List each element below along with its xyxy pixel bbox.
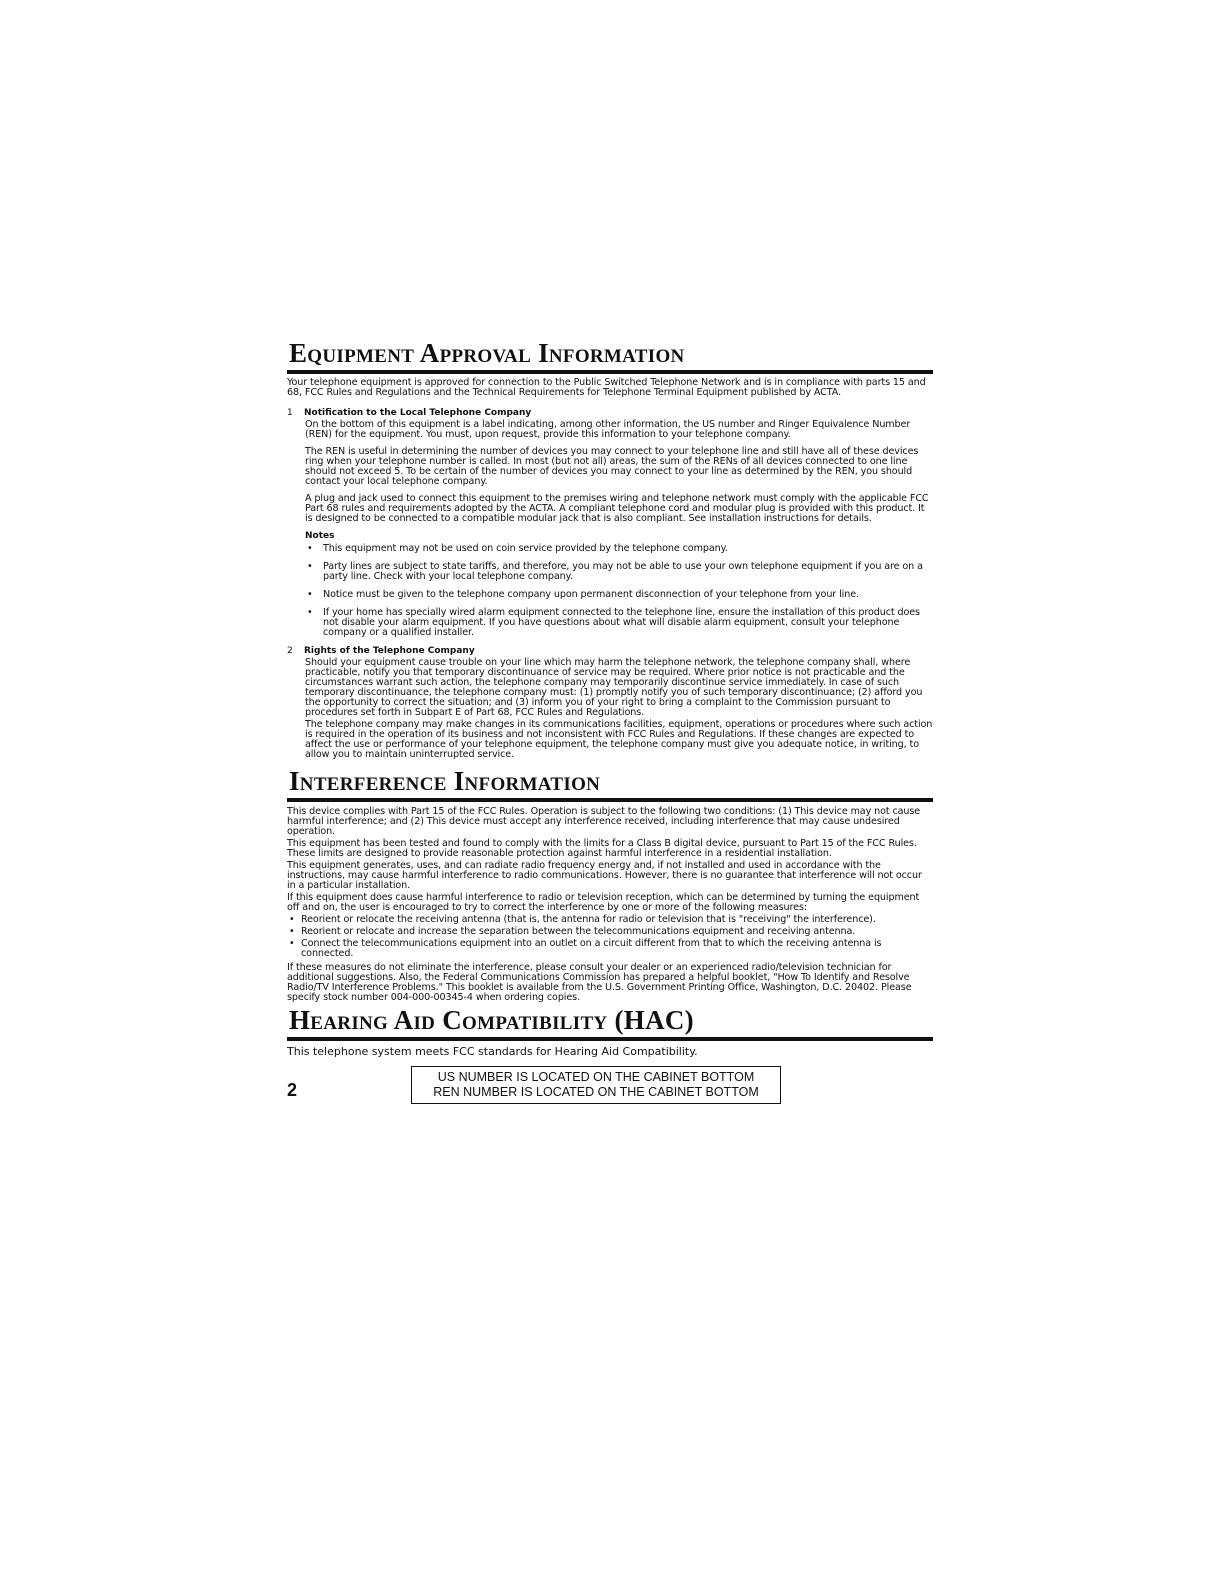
paragraph: If this equipment does cause harmful interference to radio or television reception, which can be determined by turning the equipment off and on, the user is encouraged to try to correct the interference by one or more of the following measures: bbox=[287, 892, 920, 913]
section-number: 2 bbox=[287, 646, 293, 656]
hac-heading: Hearing Aid Compatibility (HAC) bbox=[287, 1005, 933, 1041]
measure-text: Reorient or relocate the receiving antenna (that is, the antenna for radio or television that is "receiving" the interference). bbox=[301, 914, 876, 925]
measure-item bbox=[287, 939, 933, 959]
note-item bbox=[287, 544, 933, 554]
section-body bbox=[287, 658, 933, 760]
us-number-notice: US NUMBER IS LOCATED ON THE CABINET BOTTOM bbox=[437, 1070, 755, 1084]
paragraph: If these measures do not eliminate the interference, please consult your dealer or an experienced radio/television technician for additional suggestions. Also, the Federal Communications Commission has prepared a helpful booklet, "How To Identify and Resolve Radio/TV Interference Problems." This booklet is available from the U.S. Government Printing Office, Washington, D.C. 20402. Please specify stock number 004-000-00345-4 when ordering copies. bbox=[287, 962, 912, 1003]
bullet-icon: • bbox=[307, 589, 313, 600]
footer bbox=[287, 1066, 933, 1106]
bullet-icon: • bbox=[289, 926, 295, 937]
section-body bbox=[287, 420, 933, 541]
interference-heading: Interference Information bbox=[287, 766, 933, 802]
section-number: 1 bbox=[287, 408, 293, 418]
section-title: Rights of the Telephone Company bbox=[304, 646, 475, 656]
note-item bbox=[287, 590, 933, 600]
section-notification bbox=[287, 408, 933, 638]
paragraph: This equipment has been tested and found to comply with the limits for a Class B digital device, pursuant to Part 15 of the FCC Rules. These limits are designed to provide reasonable protection against harmful interference in a residential installation. bbox=[287, 838, 917, 859]
note-text: Notice must be given to the telephone company upon permanent disconnection of your telephone from your line. bbox=[323, 589, 859, 600]
paragraph: The telephone company may make changes in its communications facilities, equipment, operations or procedures where such action is required in the operation of its business and not inconsistent with FCC Rules and Regulations. If these changes are expected to affect the use or performance of your telephone equipment, the telephone company must give you adequate notice, in writing, to allow you to maintain uninterrupted service. bbox=[305, 719, 933, 760]
measure-item bbox=[287, 915, 933, 925]
measure-item bbox=[287, 927, 933, 937]
equipment-intro: Your telephone equipment is approved for connection to the Public Switched Telephone Network and is in compliance with parts 15 and 68, FCC Rules and Regulations and the Technical Requirements for Telephone Terminal Equipment published by ACTA. bbox=[287, 377, 926, 398]
paragraph: Should your equipment cause trouble on your line which may harm the telephone network, the telephone company shall, where practicable, notify you that temporary discontinuance of service may be required. Where prior notice is not practicable and the circumstances warrant such action, the telephone company may temporarily discontinue service immediately. In case of such temporary discontinuance, the telephone company must: (1) promptly notify you of such temporary discontinuance; (2) afford you the opportunity to correct the situation; and (3) inform you of your right to bring a complaint to the Commission pursuant to procedures set forth in Subpart E of Part 68, FCC Rules and Regulations. bbox=[305, 657, 923, 718]
note-text: If your home has specially wired alarm equipment connected to the telephone line, ensure the installation of this product does not disable your alarm equipment. If you have questions about what will disable alarm equipment, consult your telephone company or a qualified installer. bbox=[323, 607, 920, 638]
note-text: This equipment may not be used on coin service provided by the telephone company. bbox=[323, 543, 728, 554]
page-number: 2 bbox=[287, 1080, 298, 1100]
section-heading bbox=[287, 646, 933, 657]
note-text: Party lines are subject to state tariffs, and therefore, you may not be able to use your own telephone equipment if you are on a party line. Check with your local telephone company. bbox=[323, 561, 923, 582]
bullet-icon: • bbox=[289, 914, 295, 925]
bullet-icon: • bbox=[307, 561, 313, 572]
note-item bbox=[287, 562, 933, 582]
page-content bbox=[287, 338, 933, 1106]
paragraph: On the bottom of this equipment is a label indicating, among other information, the US number and Ringer Equivalence Number (REN) for the equipment. You must, upon request, provide this information to your telephone company. bbox=[305, 419, 911, 440]
measure-text: Connect the telecommunications equipment into an outlet on a circuit different from that to which the receiving antenna is connected. bbox=[301, 938, 882, 959]
paragraph: The REN is useful in determining the number of devices you may connect to your telephone line and still have all of these devices ring when your telephone number is called. In most (but not all) areas, the sum of the RENs of all devices connected to one line should not exceed 5. To be certain of the number of devices you may connect to your line as determined by the REN, you should contact your local telephone company. bbox=[305, 446, 919, 487]
location-notice-box bbox=[411, 1066, 781, 1104]
notes-label: Notes bbox=[305, 531, 335, 541]
section-heading bbox=[287, 408, 933, 419]
hac-text: This telephone system meets FCC standards for Hearing Aid Compatibility. bbox=[287, 1045, 698, 1058]
paragraph: A plug and jack used to connect this equipment to the premises wiring and telephone network must comply with the applicable FCC Part 68 rules and requirements adopted by the ACTA. A compliant telephone cord and modular plug is provided with this product. It is designed to be connected to a compatible modular jack that is also compliant. See installation instructions for details. bbox=[305, 493, 929, 524]
section-title: Notification to the Local Telephone Company bbox=[304, 408, 532, 418]
section-rights bbox=[287, 646, 933, 760]
bullet-icon: • bbox=[307, 543, 313, 554]
note-item bbox=[287, 608, 933, 638]
interference-body bbox=[287, 807, 933, 1003]
ren-number-notice: REN NUMBER IS LOCATED ON THE CABINET BOTTOM bbox=[433, 1085, 759, 1099]
paragraph: This equipment generates, uses, and can radiate radio frequency energy and, if not installed and used in accordance with the instructions, may cause harmful interference to radio communications. However, there is no guarantee that interference will not occur in a particular installation. bbox=[287, 860, 922, 891]
equipment-approval-heading: Equipment Approval Information bbox=[287, 338, 933, 374]
bullet-icon: • bbox=[289, 938, 295, 949]
measure-text: Reorient or relocate and increase the separation between the telecommunications equipment and receiving antenna. bbox=[301, 926, 856, 937]
paragraph: This device complies with Part 15 of the FCC Rules. Operation is subject to the following two conditions: (1) This device may not cause harmful interference; and (2) This device must accept any interference received, including interference that may cause undesired operation. bbox=[287, 806, 921, 837]
bullet-icon: • bbox=[307, 607, 313, 618]
